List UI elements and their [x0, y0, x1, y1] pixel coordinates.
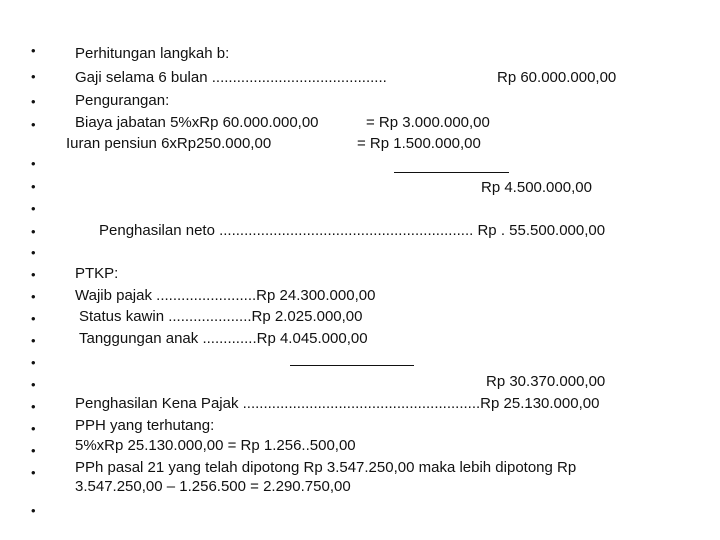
bullet-13: •	[31, 333, 36, 348]
tanggungan-anak: Tanggungan anak .............Rp 4.045.000,00	[79, 330, 368, 347]
wajib-pajak: Wajib pajak ........................Rp 24.300.000,00	[75, 287, 376, 304]
pph-terhutang-label: PPH yang terhutang:	[75, 417, 215, 434]
penghasilan-neto: Penghasilan neto ............................................................. Rp . 55.500.000,00	[99, 222, 606, 239]
penghasilan-kena-pajak: Penghasilan Kena Pajak .........................................................Rp 25.130.000,00	[75, 395, 600, 412]
bullet-1: •	[31, 43, 36, 58]
biaya-jabatan-amount: = Rp 3.000.000,00	[366, 114, 490, 131]
bullet-4: •	[31, 117, 36, 132]
status-kawin: Status kawin ....................Rp 2.025.000,00	[79, 308, 363, 325]
pph-pasal-21-line2: 3.547.250,00 – 1.256.500 = 2.290.750,00	[75, 478, 351, 495]
total-pengurangan: Rp 4.500.000,00	[481, 179, 592, 196]
bullet-7: •	[31, 201, 36, 216]
bullet-11: •	[31, 289, 36, 304]
bullet-16: •	[31, 399, 36, 414]
bullet-20: •	[31, 503, 36, 518]
bullet-9: •	[31, 245, 36, 260]
bullet-5: •	[31, 156, 36, 171]
bullet-15: •	[31, 377, 36, 392]
bullet-18: •	[31, 443, 36, 458]
ptkp-label: PTKP:	[75, 265, 119, 282]
iuran-pensiun-amount: = Rp 1.500.000,00	[357, 135, 481, 152]
biaya-jabatan-label: Biaya jabatan 5%xRp 60.000.000,00	[75, 114, 319, 131]
bullet-19: •	[31, 465, 36, 480]
heading-perhitungan: Perhitungan langkah b:	[75, 45, 230, 62]
total-ptkp: Rp 30.370.000,00	[486, 373, 606, 390]
bullet-14: •	[31, 355, 36, 370]
bullet-17: •	[31, 421, 36, 436]
pengurangan-label: Pengurangan:	[75, 92, 170, 109]
subtotal-rule-1	[394, 172, 509, 173]
bullet-10: •	[31, 267, 36, 282]
gaji-label: Gaji selama 6 bulan ..........................................	[75, 69, 387, 86]
bullet-8: •	[31, 224, 36, 239]
pph-pasal-21-line1: PPh pasal 21 yang telah dipotong Rp 3.547.250,00 maka lebih dipotong Rp	[75, 459, 577, 476]
iuran-pensiun-label: Iuran pensiun 6xRp250.000,00	[66, 135, 272, 152]
bullet-6: •	[31, 179, 36, 194]
bullet-3: •	[31, 94, 36, 109]
bullet-2: •	[31, 69, 36, 84]
gaji-amount: Rp 60.000.000,00	[497, 69, 617, 86]
pph-calculation: 5%xRp 25.130.000,00 = Rp 1.256..500,00	[75, 437, 356, 454]
bullet-12: •	[31, 311, 36, 326]
subtotal-rule-2	[290, 365, 414, 366]
